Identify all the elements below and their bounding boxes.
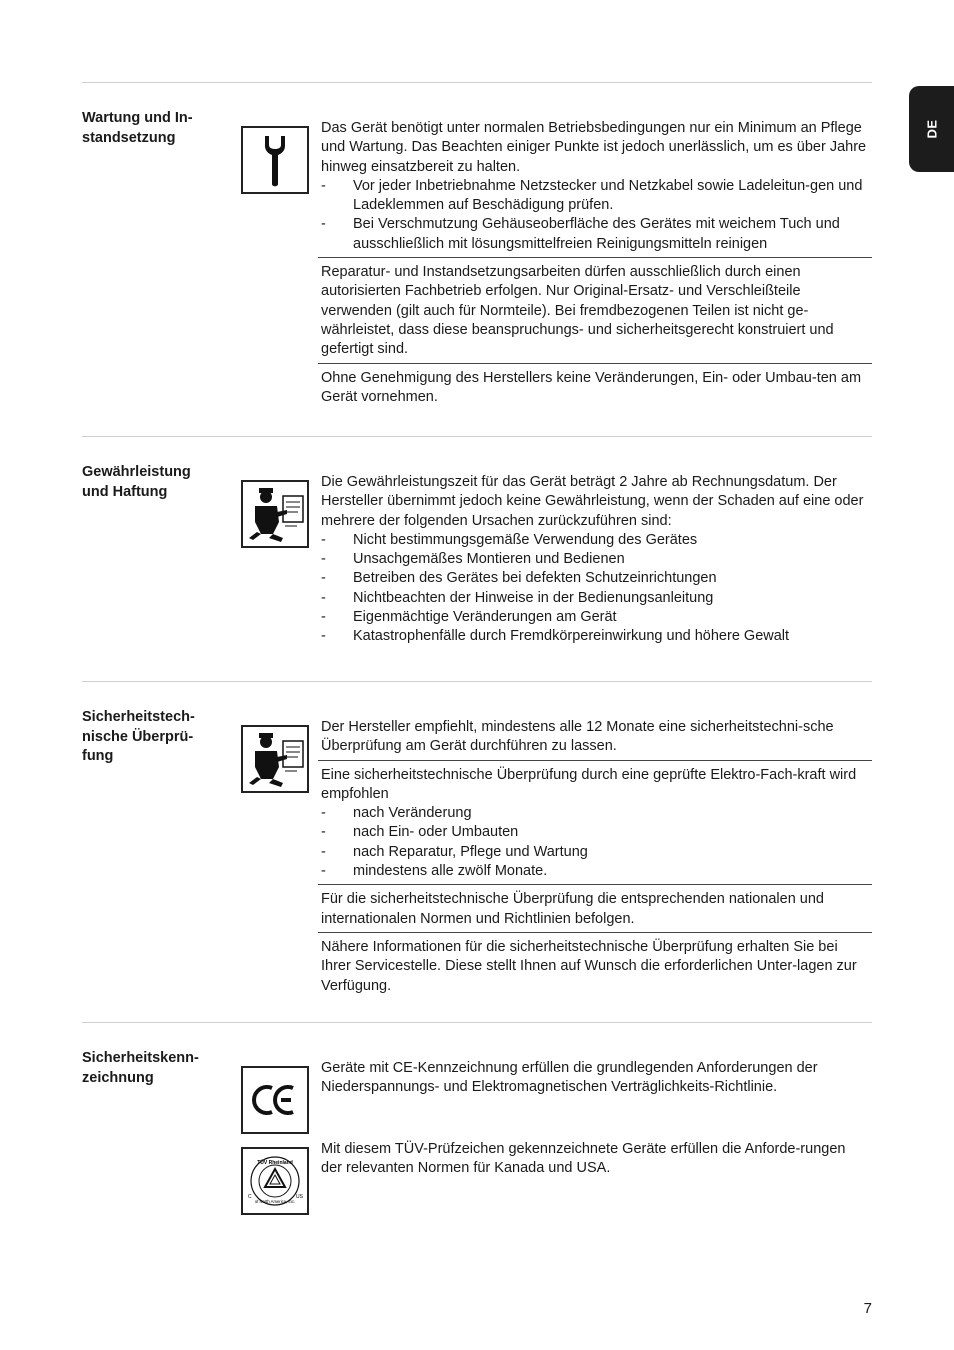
list-item: - Betreiben des Gerätes bei defekten Schutzeinrichtungen <box>321 569 869 588</box>
bullet-list <box>321 177 869 254</box>
section-divider <box>82 436 872 437</box>
paragraph: Der Hersteller empfiehlt, mindestens alle 12 Monate eine sicherheitstechni-sche Überprüfung am Gerät durchführen zu lassen. <box>321 719 834 755</box>
section-title-pruefung: Sicherheitstech- nische Überprü- fung <box>82 709 195 764</box>
language-tab-label: DE <box>924 119 939 139</box>
list-item: - Nicht bestimmungsgemäße Verwendung des Gerätes <box>321 531 869 550</box>
paragraph: Das Gerät benötigt unter normalen Betriebsbedingungen nur ein Minimum an Pflege und Wartung. Das Beachten einiger Punkte ist jedoch unerlässlich, um es über Jahre hinweg einsatzbereit zu halten. <box>321 120 867 175</box>
language-tab <box>909 86 954 172</box>
wrench-icon <box>241 126 309 194</box>
bullet-list <box>321 531 869 647</box>
list-item: - Vor jeder Inbetriebnahme Netzstecker und Netzkabel sowie Ladeleitun-gen und Ladeklemmen auf Beschädigung prüfen. <box>321 177 869 216</box>
list-item: - nach Reparatur, Pflege und Wartung <box>321 843 869 862</box>
paragraph: Die Gewährleistungszeit für das Gerät beträgt 2 Jahre ab Rechnungsdatum. Der Hersteller übernimmt jedoch keine Gewährleistung, wenn der Schaden auf eine oder mehrere der folgenden Ursachen zurückzuführen sind: <box>321 474 864 529</box>
paragraph: Nähere Informationen für die sicherheitstechnische Überprüfung erhalten Sie bei Ihrer Servicestelle. Diese stellt Ihnen auf Wunsch die erforderlichen Unter-lagen zur Verfügung. <box>321 938 857 994</box>
section-title-gewaehrleistung: Gewährleistung und Haftung <box>82 464 191 500</box>
paragraph: Reparatur- und Instandsetzungsarbeiten dürfen ausschließlich durch einen autorisierten Fachbetrieb erfolgen. Nur Original-Ersatz- und Verschleißteile verwenden (gilt auch für Normteile). Bei fremdbezogenen Teilen ist nicht ge-währleistet, dass diese beanspruchungs- und sicherheitsgerecht konstruiert und gefertigt sind. <box>321 264 834 358</box>
text-block <box>318 713 872 760</box>
section-divider <box>82 82 872 83</box>
paragraph: Für die sicherheitstechnische Überprüfung die entsprechenden nationalen und internationalen Normen und Richtlinien befolgen. <box>321 891 824 927</box>
content-ce <box>318 1054 872 1101</box>
text-block <box>318 1135 872 1182</box>
list-item: - nach Veränderung <box>321 804 869 823</box>
list-item: - Katastrophenfälle durch Fremdkörpereinwirkung und höhere Gewalt <box>321 627 869 646</box>
tuv-mark-icon <box>241 1147 309 1215</box>
text-block <box>318 468 872 650</box>
paragraph: Ohne Genehmigung des Herstellers keine Veränderungen, Ein- oder Umbau-ten am Gerät vornehmen. <box>321 369 862 405</box>
tuv-logo-top-text: TÜV Rheinland <box>257 1160 293 1166</box>
section-divider <box>82 1022 872 1023</box>
text-block <box>318 1054 872 1101</box>
list-item: - Bei Verschmutzung Gehäuseoberfläche des Gerätes mit weichem Tuch und ausschließlich mit lösungsmittelfreien Reinigungsmitteln reinigen <box>321 215 869 254</box>
paragraph: Eine sicherheitstechnische Überprüfung durch eine geprüfte Elektro-Fach-kraft wird empfohlen <box>321 766 857 802</box>
technician-manual-icon <box>241 480 309 548</box>
content-wartung <box>318 114 872 410</box>
section-divider <box>82 681 872 682</box>
list-item: - nach Ein- oder Umbauten <box>321 823 869 842</box>
paragraph: Mit diesem TÜV-Prüfzeichen gekennzeichnete Geräte erfüllen die Anforde-rungen der relevanten Normen für Kanada und USA. <box>321 1141 846 1177</box>
tuv-logo-c: C <box>248 1194 252 1200</box>
bullet-list <box>321 804 869 881</box>
tuv-logo-us: US <box>296 1194 303 1200</box>
content-tuv <box>318 1135 872 1182</box>
section-title-wartung: Wartung und In- standsetzung <box>82 110 193 146</box>
text-block <box>318 760 872 885</box>
page-number: 7 <box>863 1300 872 1317</box>
content-gewaehrleistung <box>318 468 872 650</box>
list-item: - Unsachgemäßes Montieren und Bedienen <box>321 550 869 569</box>
technician-manual-icon <box>241 725 309 793</box>
text-block <box>318 257 872 362</box>
ce-mark-icon <box>241 1066 309 1134</box>
text-block <box>318 363 872 411</box>
tuv-logo-bottom-text: of North America, Inc. <box>254 1199 296 1204</box>
list-item: - Nichtbeachten der Hinweise in der Bedienungsanleitung <box>321 589 869 608</box>
text-block <box>318 884 872 932</box>
text-block <box>318 114 872 257</box>
section-title-kennzeichnung: Sicherheitskenn- zeichnung <box>82 1050 199 1086</box>
list-item: - Eigenmächtige Veränderungen am Gerät <box>321 608 869 627</box>
list-item: - mindestens alle zwölf Monate. <box>321 862 869 881</box>
paragraph: Geräte mit CE-Kennzeichnung erfüllen die grundlegenden Anforderungen der Niederspannungs- und Elektromagnetischen Verträglichkeits-Richtlinie. <box>321 1060 818 1096</box>
content-pruefung <box>318 713 872 999</box>
text-block <box>318 932 872 999</box>
